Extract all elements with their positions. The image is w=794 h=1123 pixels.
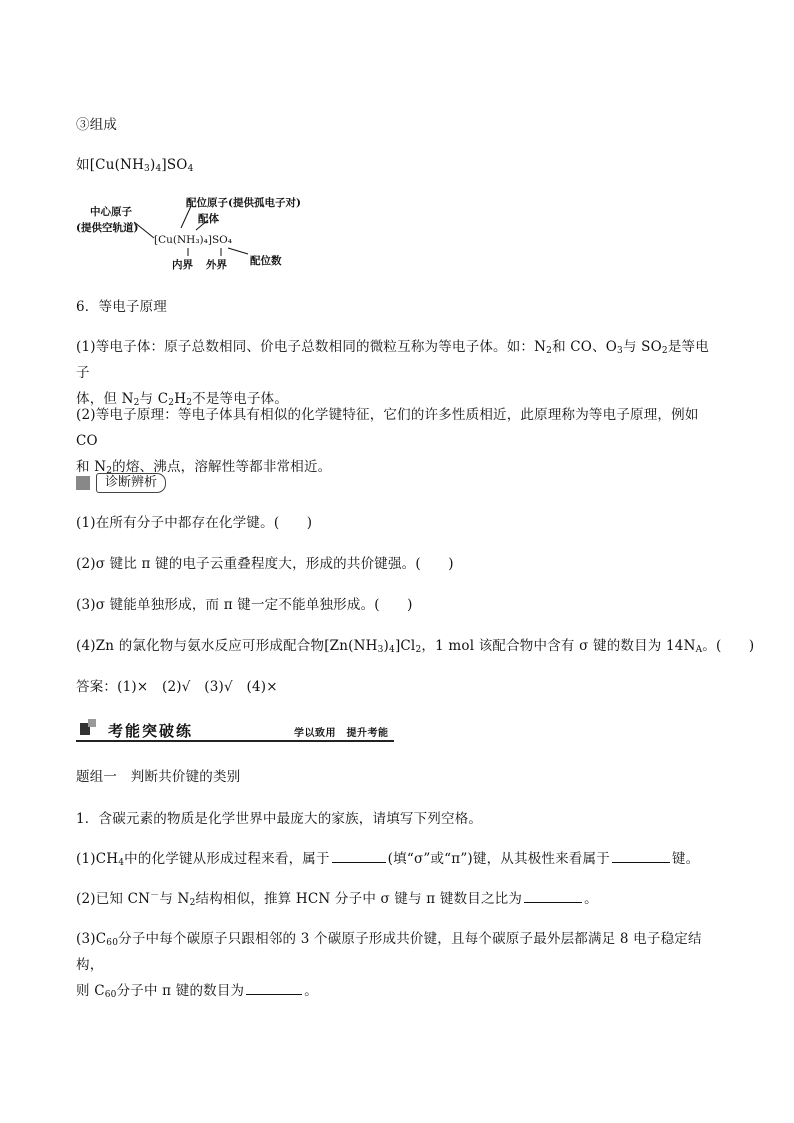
answer-blank[interactable] (524, 890, 582, 903)
coord-number-label: 配位数 (250, 255, 282, 267)
group-1-title: 题组一 判断共价键的类别 (76, 769, 241, 785)
answer-blank[interactable] (246, 982, 302, 995)
answer-line: 答案：(1)× (2)√ (3)√ (4)× (76, 679, 278, 695)
answer-blank[interactable] (612, 850, 670, 863)
section-title: 考能突破练 (108, 722, 194, 740)
exercise-1-3: $(3)C_{60}$分子中每个碳原子只跟相邻的 3 个碳原子形成共价键，且每个碳原子最外层都满足 8 电子稳定结构， 则 $C_{60}$分子中 π 键的数目为 。 (76, 931, 702, 1000)
exercise-1-2: (2)已知 CN－与 $N_2$结构相似，推算 HCN 分子中 σ 键与 π 键数目之比为 。 (76, 891, 598, 908)
coord-atom-label: 配位原子(提供孤电子对) (186, 197, 301, 209)
ligand-label: 配体 (198, 213, 219, 225)
outer-sphere-label: 外界 (206, 259, 227, 271)
center-atom-label: 中心原子 (90, 206, 132, 218)
answer-blank[interactable] (332, 850, 386, 863)
diagram-formula: [Cu(NH₃)₄]SO₄ (154, 234, 232, 246)
question-4: (4)Zn 的氯化物与氨水反应可形成配合物$[Zn(NH_3)_4]Cl_2$，1 mol 该配合物中含有 σ 键的数目为 $14N_A$。( ) (76, 638, 755, 655)
heading-composition: ③组成 (76, 117, 118, 133)
isoelectronic-definition: (1)等电子体：原子总数相同、价电子总数相同的微粒互称为等电子体。如：$N_2$和 CO、$O_3$与 $SO_2$是等电子 体，但 $N_2$与 $C_2H_2$不是等电子体。 (76, 339, 709, 408)
question-2: (2)σ 键比 π 键的电子云重叠程度大，形成的共价键强。( ) (76, 556, 454, 572)
section-block-accent-icon (88, 719, 96, 727)
section-rule (76, 740, 394, 742)
inner-sphere-label: 内界 (172, 259, 193, 271)
section-6-title: 6．等电子原理 (76, 299, 167, 315)
isoelectronic-principle: (2)等电子原理：等电子体具有相似的化学键特征，它们的许多性质相近，此原理称为等电子原理，例如 CO 和 $N_2$的熔、沸点，溶解性等都非常相近。 (76, 407, 699, 476)
tag-square-icon (76, 476, 90, 490)
example-formula: 如$[Cu(NH_3)_4]SO_4$ (76, 157, 194, 174)
exercise-1-1: $(1)CH_4$中的化学键从形成过程来看，属于 (填“σ”或“π”)键，从其极性来看属于 键。 (76, 851, 700, 868)
tag-label: 诊断辨析 (96, 473, 166, 493)
exercise-1: 1．含碳元素的物质是化学世界中最庞大的家族，请填写下列空格。 (76, 811, 483, 827)
complex-structure-diagram (76, 192, 306, 276)
question-3: (3)σ 键能单独形成，而 π 键一定不能单独形成。( ) (76, 597, 413, 613)
section-subtitle: 学以致用 提升考能 (294, 728, 389, 739)
center-atom-note: (提供空轨道) (76, 222, 139, 234)
question-1: (1)在所有分子中都存在化学键。( ) (76, 515, 313, 531)
section-header (76, 719, 394, 743)
